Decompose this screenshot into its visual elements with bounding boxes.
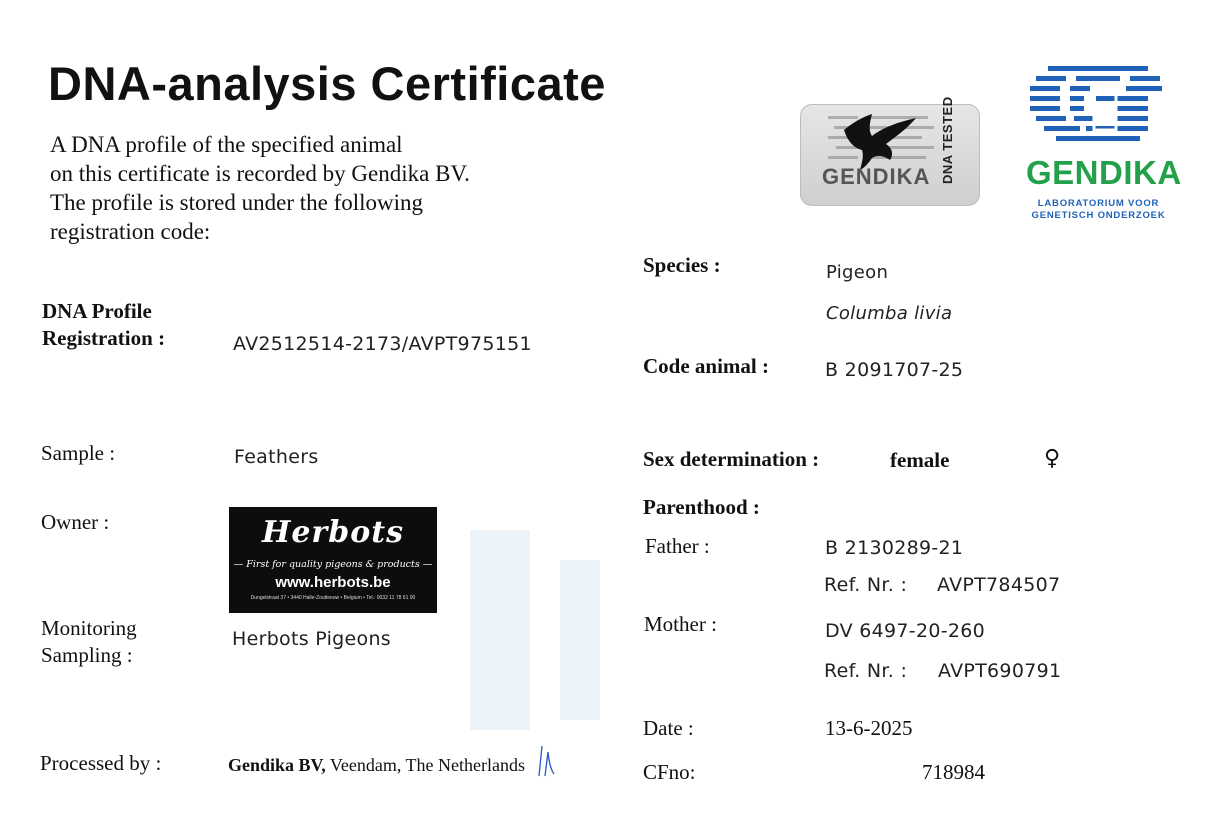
- species-value: Pigeon: [826, 262, 889, 283]
- gendika-g-icon: [1026, 62, 1171, 152]
- herbots-address: Dungelstraat 37 • 3440 Halle-Zoutleeuw • Belgium • Tel.: 0032 11 78 61 00: [250, 595, 416, 601]
- code-animal-value: B 2091707-25: [825, 359, 964, 381]
- dna-profile-label: DNA Profile: [42, 299, 152, 323]
- father-ref-value: AVPT784507: [937, 574, 1061, 596]
- species-label: Species :: [643, 253, 721, 277]
- sample-value: Feathers: [234, 446, 319, 468]
- mother-label: Mother :: [644, 612, 717, 636]
- owner-logo-herbots: [229, 507, 437, 613]
- badge-brand-text: GENDIKA: [822, 164, 931, 189]
- code-animal-label: Code animal :: [643, 354, 769, 378]
- dna-tested-badge: [800, 96, 980, 206]
- mother-ref-label: Ref. Nr. :: [824, 660, 908, 682]
- intro-line: The profile is stored under the following: [50, 190, 424, 215]
- female-symbol-icon: ♀: [1044, 446, 1061, 471]
- logo-brand-name: GENDIKA: [1026, 154, 1182, 191]
- cfno-value: 718984: [922, 760, 985, 784]
- species-latin-name: Columba livia: [826, 303, 953, 324]
- father-ref-label: Ref. Nr. :: [824, 574, 908, 596]
- processed-by-company: Gendika BV,: [228, 755, 326, 775]
- watermark-mark: [560, 560, 600, 720]
- date-value: 13-6-2025: [825, 716, 913, 740]
- logo-subtitle-line: LABORATORIUM VOOR: [1037, 198, 1160, 209]
- signature-mark-icon: [536, 742, 556, 778]
- gendika-logo: [1026, 62, 1182, 232]
- sampling-label: Sampling :: [41, 643, 133, 667]
- mother-ref-value: AVPT690791: [938, 660, 1062, 682]
- owner-label: Owner :: [41, 510, 110, 534]
- herbots-brand-name: Herbots: [262, 515, 404, 550]
- father-value: B 2130289-21: [825, 537, 964, 559]
- mother-value: DV 6497-20-260: [825, 620, 986, 642]
- intro-line: registration code:: [50, 219, 211, 244]
- herbots-tagline: — First for quality pigeons & products —: [233, 559, 433, 570]
- herbots-url: www.herbots.be: [275, 574, 391, 591]
- pigeon-silhouette-icon: [842, 112, 922, 172]
- sample-label: Sample :: [41, 441, 116, 465]
- sex-determination-label: Sex determination :: [643, 447, 820, 471]
- registration-label: Registration :: [42, 326, 166, 350]
- monitoring-value: Herbots Pigeons: [232, 628, 391, 650]
- processed-by-label: Processed by :: [40, 751, 162, 775]
- parenthood-label: Parenthood :: [643, 495, 760, 519]
- registration-value: AV2512514-2173/AVPT975151: [233, 333, 532, 355]
- intro-text: [50, 130, 570, 246]
- processed-by-location: Veendam, The Netherlands: [325, 755, 525, 775]
- cfno-label: CFno:: [643, 760, 696, 784]
- intro-line: on this certificate is recorded by Gendika BV.: [50, 161, 470, 186]
- intro-line: A DNA profile of the specified animal: [50, 132, 403, 157]
- sex-value: female: [890, 448, 950, 472]
- badge-vertical-text: DNA TESTED: [940, 96, 955, 184]
- page-title: DNA-analysis Certificate: [48, 57, 606, 110]
- logo-subtitle-line: GENETISCH ONDERZOEK: [1031, 210, 1166, 221]
- date-label: Date :: [643, 716, 694, 740]
- watermark-mark: [470, 530, 530, 730]
- monitoring-label: Monitoring: [41, 616, 137, 640]
- father-label: Father :: [645, 534, 710, 558]
- processed-by-value: [228, 755, 525, 776]
